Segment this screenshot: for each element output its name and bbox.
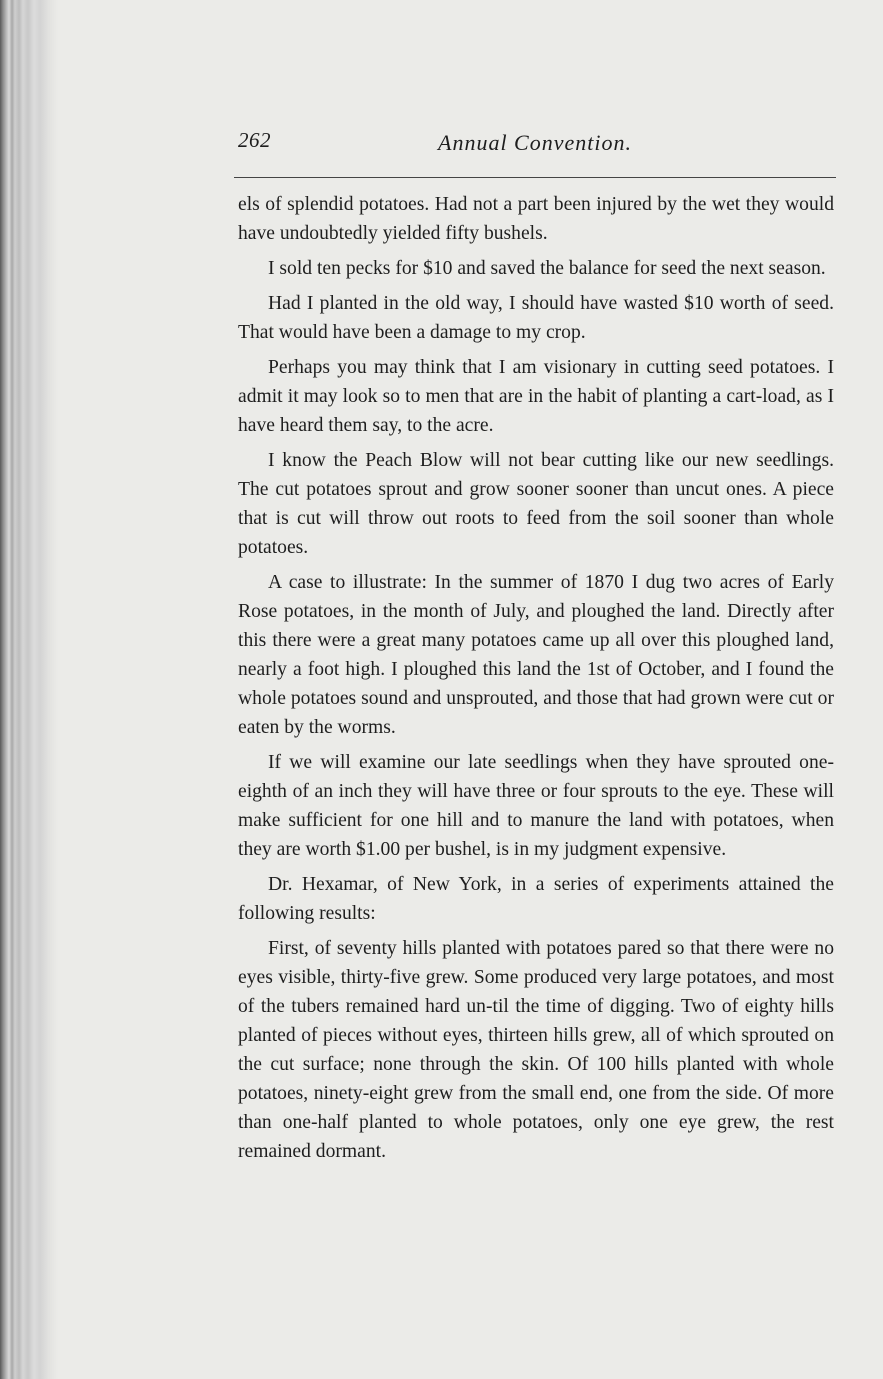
body-text: [238, 190, 834, 1172]
paragraph-continued: els of splendid potatoes. Had not a part been injured by the wet they would have undoubtedly yielded fifty bushels.: [238, 194, 834, 244]
paragraph: A case to illustrate: In the summer of 1870 I dug two acres of Early Rose potatoes, in the month of July, and ploughed the land. Directly after this there were a great many potatoes came up all over this ploughed land, nearly a foot high. I ploughed this land the 1st of October, and I found the whole potatoes sound and unsprouted, and those that had grown were cut or eaten by the worms.: [238, 572, 834, 738]
paragraph: Dr. Hexamar, of New York, in a series of experiments attained the following results:: [238, 874, 834, 924]
book-spine-edge: [0, 0, 58, 1379]
header-rule: [234, 177, 836, 178]
paragraph: I sold ten pecks for $10 and saved the balance for seed the next season.: [268, 258, 826, 279]
paragraph: I know the Peach Blow will not bear cutting like our new seedlings. The cut potatoes sprout and grow sooner sooner than uncut ones. A piece that is cut will throw out roots to feed from the soil sooner than whole potatoes.: [238, 450, 834, 558]
book-page: [232, 118, 838, 1162]
paragraph: First, of seventy hills planted with potatoes pared so that there were no eyes visible, thirty-five grew. Some produced very large potatoes, and most of the tubers remained hard un-til the time of digging. Two of eighty hills planted of pieces without eyes, thirteen hills grew, all of which sprouted on the cut surface; none through the skin. Of 100 hills planted with whole potatoes, ninety-eight grew from the small end, one from the side. Of more than one-half planted to whole potatoes, only one eye grew, the rest remained dormant.: [238, 938, 834, 1162]
paragraph: Had I planted in the old way, I should have wasted $10 worth of seed. That would have been a damage to my crop.: [238, 293, 834, 343]
paragraph: If we will examine our late seedlings when they have sprouted one-eighth of an inch they will have three or four sprouts to the eye. These will make sufficient for one hill and to manure the land with potatoes, when they are worth $1.00 per bushel, is in my judgment expensive.: [238, 752, 834, 860]
running-head: [232, 118, 838, 158]
paragraph: Perhaps you may think that I am visionary in cutting seed potatoes. I admit it may look so to men that are in the habit of planting a cart-load, as I have heard them say, to the acre.: [238, 357, 834, 436]
page-number: 262: [238, 128, 271, 152]
running-title: Annual Convention.: [438, 130, 632, 155]
